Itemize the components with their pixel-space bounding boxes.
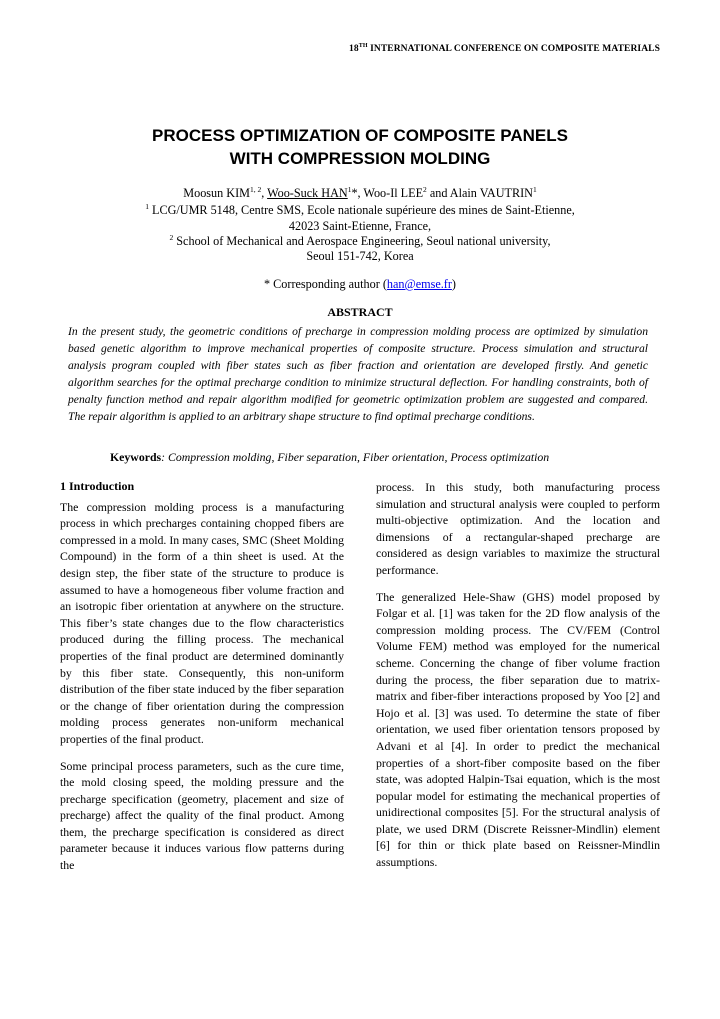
affiliation-2-line-2: Seoul 151-742, Korea	[306, 249, 414, 263]
author-vautrin-affil: 1	[532, 184, 537, 194]
conference-ordinal: 18	[349, 44, 359, 55]
conference-header	[349, 43, 660, 54]
author-lee-affil: 2	[423, 184, 427, 194]
left-column	[60, 478, 344, 884]
right-paragraph-2: The generalized Hele-Shaw (GHS) model proposed by Folgar et al. [1] was taken for the 2D flow analysis of the compression molding process. The CV/FEM (Control Volume FEM) method was employed for the numerical scheme. Concerning the change of fiber volume fraction during the process, the fiber separation due to matrix-matrix and fiber-fiber interactions proposed by Yoo [2] and Hojo et al. [3] was used. To determine the state of fiber orientation, we used fiber orientation tensors proposed by Advani et al [4]. In order to predict the mechanical properties of a short-fiber composite based on the fiber state, was adopted Halpin-Tsai equation, which is the most popular model for estimating the mechanical properties of unidirectional composites [5]. For the structural analysis of plate, we used DRM (Discrete Reissner-Mindlin) element [6] for thin or thick plate based on Reissner-Mindlin assumptions.	[376, 589, 660, 870]
affiliation-2-number: 2	[169, 232, 174, 242]
affiliation-2-line-1: School of Mechanical and Aerospace Engineering, Seoul national university,	[173, 234, 551, 248]
affiliation-1-number: 1	[145, 201, 149, 211]
section-heading-introduction: 1 Introduction	[60, 479, 135, 493]
affiliation-1-line-2: 42023 Saint-Etienne, France,	[288, 219, 432, 233]
author-vautrin: and Alain VAUTRIN	[426, 186, 533, 200]
conference-ordinal-suffix: TH	[358, 43, 368, 49]
intro-paragraph-2: Some principal process parameters, such as the cure time, the mold closing speed, the molding pressure and the precharge specification (geometry, placement and size of precharge) affect the quality of the final product. Among them, the precharge specification is considered as direct parameter because it induces various flow patterns during the	[60, 758, 344, 873]
corresponding-suffix: )	[451, 277, 456, 291]
author-kim-affil: 1, 2	[249, 184, 262, 194]
right-paragraph-1: process. In this study, both manufacturing process simulation and structural analysis were coupled to perform multi-objective optimization. And the location and dimensions of a rectangular-shaped precharge are considered as design variables to maximize the structural performance.	[376, 480, 660, 577]
conference-name: INTERNATIONAL CONFERENCE ON COMPOSITE MATERIALS	[367, 44, 660, 55]
author-han-affil: 1	[347, 184, 352, 194]
author-han: Woo-Suck HAN	[267, 186, 348, 200]
corresponding-email-link[interactable]: han@emse.fr	[386, 277, 452, 291]
affiliation-1	[60, 202, 660, 219]
intro-paragraph-1: The compression molding process is a manufacturing process in which precharges containing chopped fibers are compressed in a mold. In many cases, SMC (Sheet Molding Compound) in the form of a thin sheet is used. At the design step, the fiber state of the structure to produce is assumed to have a homogeneous fiber volume fraction and an isotropic fiber orientation at anywhere on the structure. This fiber’s state changes due to the flow characteristics produced during the filling process. The mechanical properties of the final product are determined dominantly by this fiber state. Consequently, this non-uniform distribution of the fiber state induced by the fiber separation or the change of fiber orientation during the compression molding process generates non-uniform mechanical properties of the final product.	[60, 499, 344, 746]
keywords-text: : Compression molding, Fiber separation, Fiber orientation, Process optimization	[161, 450, 550, 464]
abstract-heading: ABSTRACT	[327, 305, 393, 319]
paper-title	[60, 124, 660, 170]
author-kim: Moosun KIM	[183, 186, 250, 200]
right-column	[376, 479, 660, 881]
keywords-label: Keywords	[110, 450, 162, 464]
affiliation-1-line-1: LCG/UMR 5148, Centre SMS, Ecole nationale supérieure des mines de Saint-Etienne,	[148, 203, 575, 217]
corresponding-author	[60, 276, 660, 293]
keywords	[110, 450, 670, 465]
abstract-text: In the present study, the geometric conditions of precharge in compression molding process are optimized by simulation based genetic algorithm to improve mechanical properties of composite structure. Process simulation and structural analysis program coupled with fiber states such as fiber fraction and orientation are developed firstly. And genetic algorithm searches for the optimal precharge condition to minimize structural deflection. For handling constraints, both of penalty function method and repair algorithm modified for geometric optimization problem are suggested and compared. The repair algorithm is applied to an arbitrary shape structure to find optimal precharge conditions.	[68, 325, 648, 423]
author-han-mark: *,	[351, 186, 364, 200]
author-list: Moosun KIM$^{1, 2}$, Woo-Suck HAN$^1$*, Woo-Il LEE$^2$ and Alain VAUTRIN$^1$	[183, 184, 537, 200]
title-line-2: WITH COMPRESSION MOLDING	[229, 149, 491, 168]
title-line-1: PROCESS OPTIMIZATION OF COMPOSITE PANELS	[152, 126, 568, 145]
corresponding-prefix: * Corresponding author (	[264, 277, 387, 291]
author-lee: Woo-Il LEE	[363, 186, 424, 200]
